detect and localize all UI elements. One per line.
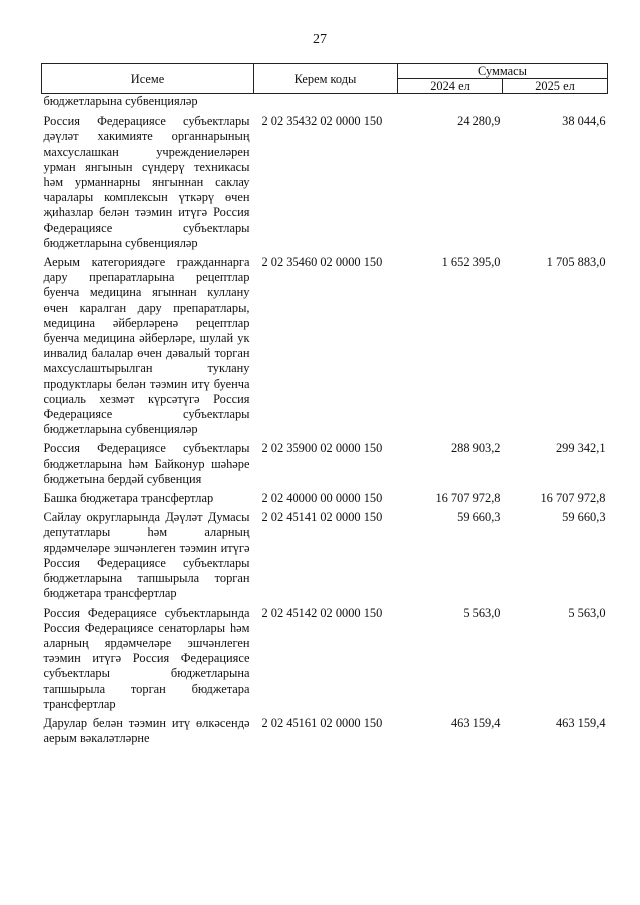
row-amount-2024: 5 563,0 [463, 605, 501, 620]
row-name: Башка бюджетара трансфертлар [43, 491, 214, 506]
header-year-2024: 2024 ел [398, 79, 503, 94]
row-code: 2 02 45142 02 0000 150 [261, 605, 383, 620]
row-amount-2024: 24 280,9 [457, 114, 501, 129]
table-row [42, 606, 608, 716]
table-row [42, 510, 608, 605]
budget-table [41, 63, 608, 750]
row-code: 2 02 35900 02 0000 150 [261, 441, 383, 456]
row-code: 2 02 45161 02 0000 150 [261, 715, 383, 730]
row-name: Дарулар белән тәэмин итү өлкәсендә аерым вәкаләтләрне [43, 715, 250, 746]
row-amount-2025: 38 044,6 [562, 114, 606, 129]
table-body [42, 94, 608, 751]
row-amount-2024: 288 903,2 [450, 441, 501, 456]
row-code: 2 02 35432 02 0000 150 [261, 114, 383, 129]
row-amount-2025: 16 707 972,8 [540, 491, 606, 506]
table-row [42, 113, 608, 255]
row-amount-2025: 5 563,0 [568, 605, 606, 620]
table-row [42, 255, 608, 441]
table-row-continuation [42, 94, 608, 114]
row-amount-2024: 463 159,4 [450, 715, 501, 730]
row-amount-2024: 59 660,3 [457, 510, 501, 525]
row-name: Сайлау округларында Дәүләт Думасы депутатлары һәм аларның ярдәмчеләре эшчәнлеген тәэмин итүгә Россия Федерациясе субъектлары бюджетларына тапшырыла торган бюджетара трансфертлар [43, 510, 250, 601]
row-code: 2 02 40000 00 0000 150 [261, 491, 383, 506]
header-name: Исеме [42, 64, 254, 94]
table-row [42, 441, 608, 491]
row-amount-2024: 16 707 972,8 [435, 491, 501, 506]
row-name: Россия Федерациясе субъектлары дәүләт хакимияте органнарының махсуслашкан учреждениеләрен урман янгынын сүндерү техникасы һәм урманнарны янгыннан саклау чаралары комплексын үткәрү өчен җиһазлар белән тәэмин итүгә Россия Федерациясе субъектлары бюджетларына субвенцияләр [43, 114, 250, 250]
row-amount-2025: 59 660,3 [562, 510, 606, 525]
row-name: Аерым категориядәге гражданнарга дару препаратларына рецептлар буенча медицина ягыннан куллану өчен каралган дару препаратлары, медицина әйберләренә рецептлар буенча медицина әйберләре, шулай ук инвалид балалар өчен дәвалый торган махсуслаштырылган туклану продуктлары белән тәэмин итү буенча социаль хезмәт күрсәтүгә Россия Федерациясе субъектлары бюджетларына субвенцияләр [43, 255, 250, 437]
header-code: Керем коды [254, 64, 398, 94]
page-number: 27 [313, 32, 327, 47]
table-row [42, 491, 608, 510]
row-amount-2025: 463 159,4 [555, 715, 606, 730]
row-amount-2025: 1 705 883,0 [546, 255, 606, 270]
row-name: Россия Федерациясе субъектлары бюджетларына һәм Байконур шәһәре бюджетына бердәй субвенция [43, 441, 250, 486]
row-code: 2 02 45141 02 0000 150 [261, 510, 383, 525]
row-name: Россия Федерациясе субъектларында Россия Федерациясе сенаторлары һәм аларның ярдәмчеләре эшчәнлеген тәэмин итүгә Россия Федерациясе субъектлары бюджетларына тапшырыла торган бюджетара трансфертлар [43, 605, 250, 711]
header-year-2025: 2025 ел [503, 79, 608, 94]
row-amount-2025: 299 342,1 [555, 441, 606, 456]
table-row [42, 716, 608, 750]
row-code: 2 02 35460 02 0000 150 [261, 255, 383, 270]
row-name: бюджетларына субвенцияләр [43, 94, 198, 108]
table-header [42, 64, 608, 94]
row-amount-2024: 1 652 395,0 [441, 255, 501, 270]
header-amounts: Суммасы [398, 64, 608, 79]
